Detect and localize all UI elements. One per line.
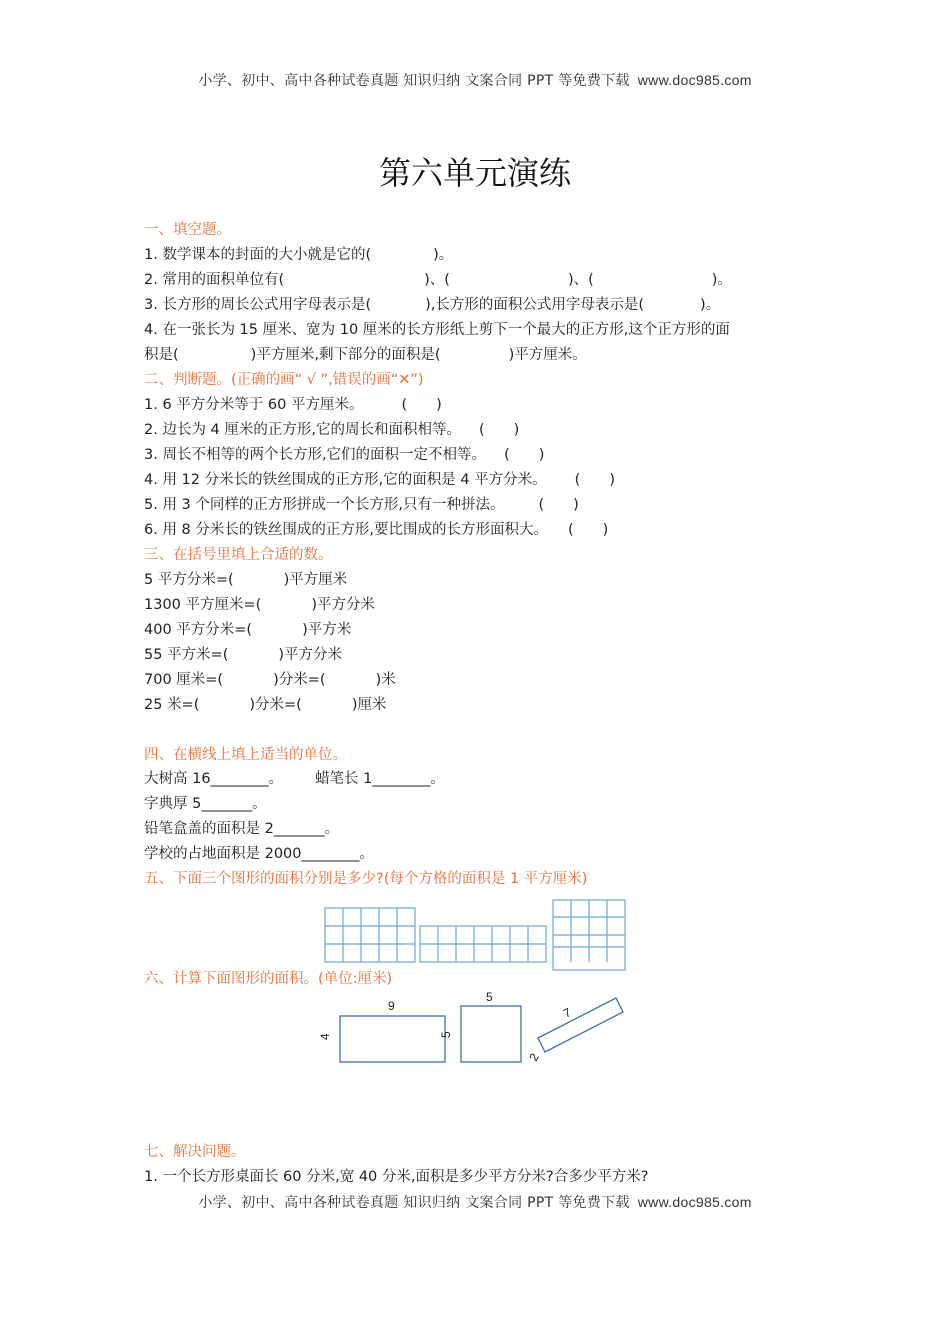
grid-figures: [320, 900, 630, 966]
s2-item-5-paren: ( ): [538, 497, 579, 513]
s1-q3-a: 3. 长方形的周长公式用字母表示是(: [144, 297, 372, 313]
s3-r2-b: )平方分米: [311, 597, 375, 613]
shape-figures: [320, 988, 640, 1070]
s3-row-2: [144, 594, 375, 616]
s4-row-2: 字典厚 5_______。: [144, 796, 267, 812]
s2-item-3-text: 3. 周长不相等的两个长方形,它们的面积一定不相等。: [144, 447, 487, 463]
s1-q2-d: )。: [711, 272, 732, 288]
s3-r6-b: )分米=(: [249, 697, 302, 713]
tilted-rectangle-shape: [538, 998, 623, 1052]
s3-row-5: [144, 669, 396, 691]
s1-q4-c: )平方厘米。: [508, 347, 587, 363]
s2-item-3-paren: ( ): [504, 447, 545, 463]
s3-r4-a: 55 平方米=(: [144, 647, 229, 663]
rect-width-label: 9: [388, 999, 395, 1013]
grid-figure-b: [420, 926, 546, 962]
s3-row-3: [144, 619, 351, 641]
s2-item-6-paren: ( ): [568, 522, 609, 538]
rect-height-label: 4: [318, 1033, 332, 1040]
s2-item-3: [144, 444, 544, 466]
section-2-heading: 二、判断题。(正确的画“ √ ”,错误的画“✕”): [144, 372, 424, 388]
footer-text: 小学、初中、高中各种试卷真题 知识归纳 文案合同 PPT 等免费下载: [198, 1195, 630, 1211]
s1-q3-c: )。: [700, 297, 721, 313]
s4-r1-b: 蜡笔长 1________。: [315, 771, 445, 787]
s2-item-5-text: 5. 用 3 个同样的正方形拼成一个长方形,只有一种拼法。: [144, 497, 505, 513]
s2-item-1-paren: ( ): [401, 397, 442, 413]
s3-r5-b: )分米=(: [273, 672, 326, 688]
square-width-label: 5: [486, 990, 493, 1004]
s3-r4-b: )平方分米: [278, 647, 343, 663]
s2-item-6: [144, 519, 608, 541]
s2-item-2: [144, 419, 519, 441]
s1-q2-a: 2. 常用的面积单位有(: [144, 272, 285, 288]
header-text: 小学、初中、高中各种试卷真题 知识归纳 文案合同 PPT 等免费下载: [198, 73, 630, 89]
s3-r6-c: )厘米: [351, 697, 387, 713]
s1-question-4-line1: 4. 在一张长为 15 厘米、宽为 10 厘米的长方形纸上剪下一个最大的正方形,这个正方形的面: [144, 322, 730, 338]
s2-item-4: [144, 469, 615, 491]
s3-r3-b: )平方米: [302, 622, 352, 638]
s2-item-2-text: 2. 边长为 4 厘米的正方形,它的周长和面积相等。: [144, 422, 461, 438]
square-height-label: 5: [439, 1031, 453, 1038]
s2-item-2-paren: ( ): [479, 422, 520, 438]
s7-question-1: 1. 一个长方形桌面长 60 分米,宽 40 分米,面积是多少平方分米?合多少平方米?: [144, 1169, 649, 1185]
rectangle-shape: [340, 1016, 445, 1062]
s3-row-4: [144, 644, 342, 666]
s4-row-3: 铅笔盒盖的面积是 2_______。: [144, 821, 340, 837]
s1-q4-a: 积是(: [144, 347, 179, 363]
section-3-heading: 三、在括号里填上合适的数。: [144, 547, 333, 563]
s1-q2-b: )、(: [424, 272, 450, 288]
s4-row-1: [144, 768, 445, 790]
section-1-heading: 一、填空题。: [144, 222, 231, 238]
s4-r1-a: 大树高 16________。: [144, 771, 284, 787]
square-shape: [461, 1006, 521, 1062]
s1-question-2: [144, 269, 732, 291]
s3-r5-c: )米: [375, 672, 396, 688]
s1-q1-b: )。: [433, 247, 454, 263]
grid-figure-c: [553, 900, 625, 970]
s2-item-1: [144, 394, 442, 416]
s1-q1-a: 1. 数学课本的封面的大小就是它的(: [144, 247, 372, 263]
section-5-heading: 五、下面三个图形的面积分别是多少?(每个方格的面积是 1 平方厘米): [144, 871, 588, 887]
s1-q3-b: ),长方形的面积公式用字母表示是(: [425, 297, 645, 313]
s3-row-6: [144, 694, 387, 716]
s2-item-1-text: 1. 6 平方分米等于 60 平方厘米。: [144, 397, 364, 413]
footer-site: www.doc985.com: [637, 1194, 752, 1210]
s3-r2-a: 1300 平方厘米=(: [144, 597, 262, 613]
s3-row-1: [144, 569, 347, 591]
s2-item-4-paren: ( ): [574, 472, 615, 488]
s1-question-3: [144, 294, 720, 316]
section-7-heading: 七、解决问题。: [144, 1144, 246, 1160]
page-title: 第六单元演练: [378, 154, 571, 192]
s3-r1-a: 5 平方分米=(: [144, 572, 234, 588]
s1-q2-c: )、(: [567, 272, 594, 288]
s1-question-4-line2: [144, 344, 587, 366]
section-6-heading: 六、计算下面图形的面积。(单位:厘米): [144, 971, 393, 987]
tilted-width-label: 2: [526, 1050, 542, 1064]
grid-figure-a: [325, 908, 415, 962]
s1-q4-b: )平方厘米,剩下部分的面积是(: [250, 347, 441, 363]
s3-r3-a: 400 平方分米=(: [144, 622, 253, 638]
page-footer: [0, 1192, 950, 1212]
s3-r5-a: 700 厘米=(: [144, 672, 224, 688]
s2-item-5: [144, 494, 579, 516]
s2-item-6-text: 6. 用 8 分米长的铁丝围成的正方形,要比围成的长方形面积大。: [144, 522, 548, 538]
s3-r6-a: 25 米=(: [144, 697, 200, 713]
header-site: www.doc985.com: [637, 72, 752, 88]
s2-item-4-text: 4. 用 12 分米长的铁丝围成的正方形,它的面积是 4 平方分米。: [144, 472, 547, 488]
section-4-heading: 四、在横线上填上适当的单位。: [144, 747, 347, 763]
s1-question-1: [144, 244, 453, 266]
s4-row-4: 学校的占地面积是 2000________。: [144, 846, 375, 862]
page-header: [0, 70, 950, 90]
s3-r1-b: )平方厘米: [283, 572, 348, 588]
tilted-length-label: 7: [561, 1005, 574, 1021]
